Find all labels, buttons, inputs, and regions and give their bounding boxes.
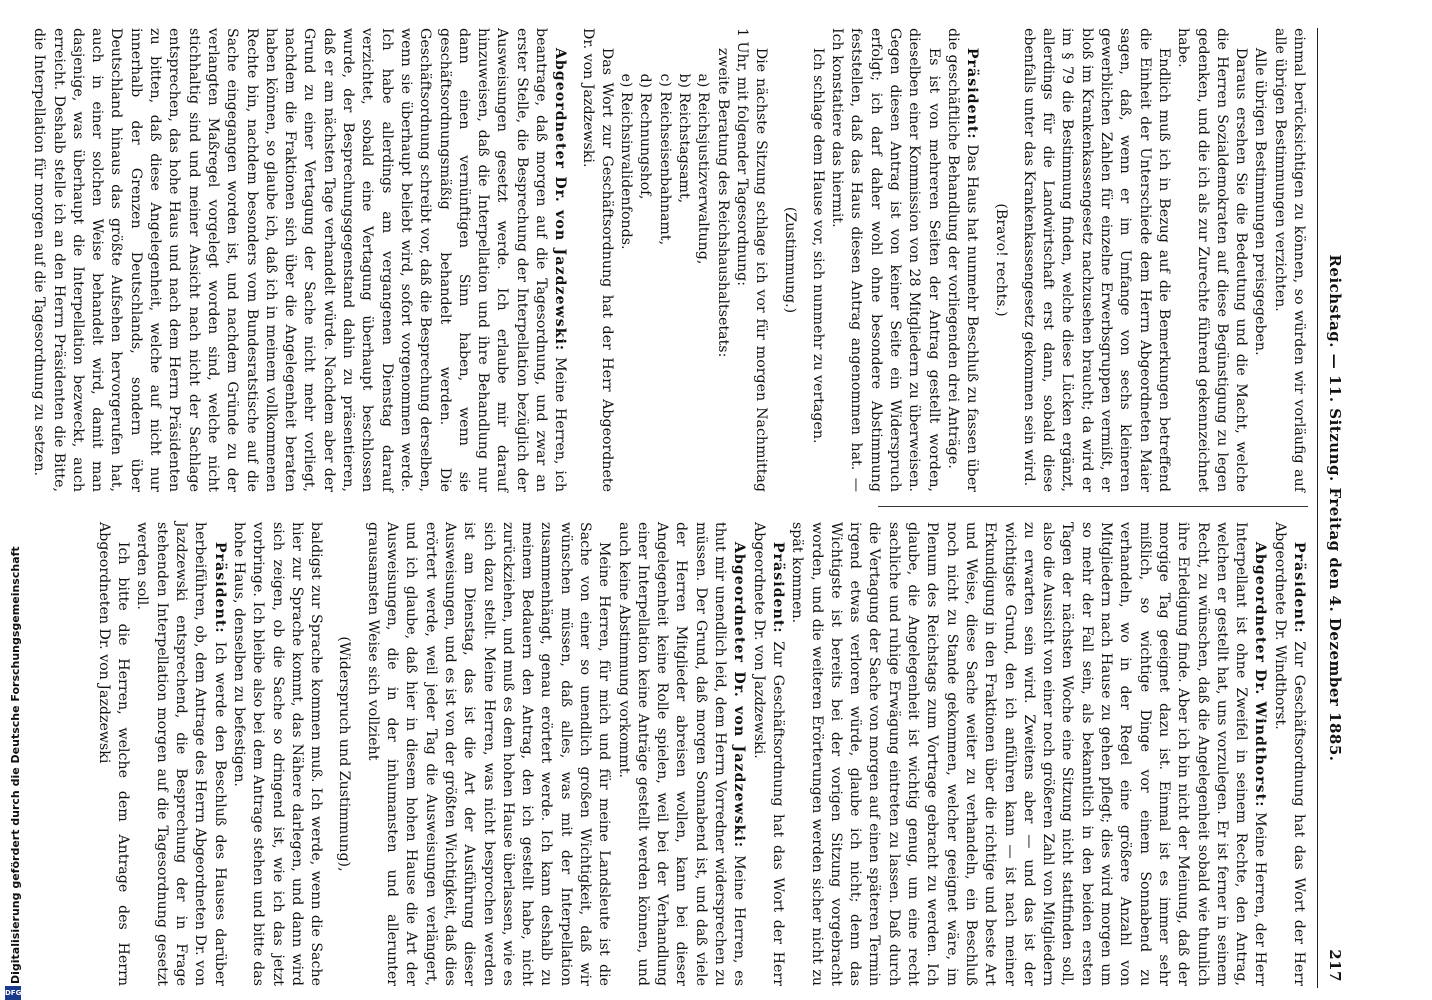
paragraph: [613, 522, 748, 986]
rotated-page: [31, 28, 1350, 988]
speaker-label: Abgeordneter Dr. Windthorst:: [1252, 541, 1269, 808]
paragraph: [748, 522, 787, 986]
speaker-label: Präsident:: [211, 541, 228, 634]
paragraph: Die nächste Sitzung schlage ich vor für morgen Nachmittag 1 Uhr, mit folgender Tagesordnung:: [733, 28, 770, 492]
page-header: [1316, 28, 1350, 988]
paragraph: Das Wort zur Geschäftsordnung hat der Herr Abgeordnete Dr. von Jazdzewski.: [579, 28, 615, 492]
paragraph: baldigst zur Sprache kommen muß. Ich werde, wenn die Sache hier zur Sprache kommt, das Nähere darlegen, und dann wird sich zeigen, ob die Sache so dringend ist, wie ich das jetzt vorbringe. Ich bleibe also bei dem Antrage stehen und bitte das hohe Haus, denselben zu befestigen.: [230, 522, 325, 986]
speech-text: Zur Geschäftsordnung hat das Wort der Herr Abgeordnete Dr. von Jazdzewski.: [750, 522, 786, 986]
paragraph: Endlich muß ich in Bezug auf die Bemerkungen betreffend die Einheit der Unterschiede dem Herrn Abgeordneten Maier sagen, daß, wenn er im Umfange von sechs kleineren gewerblichen Zahlen für einzelne Erwerbsgruppen vermißt, er bloß im Krankenkassengesetz nachzusehen braucht; da wird er im § 79 die Bestimmung finden, welche diese Lücken ergänzt, allerdings für die Landwirtschaft erst dann, sobald diese ebenfalls unter das Krankenkassengesetz gekommen sein wird.: [1020, 28, 1172, 492]
paragraph: Ich bitte die Herren, welche dem Antrage des Herrn Abgeordneten Dr. von Jazdzewski: [95, 522, 132, 986]
column-divider: [878, 506, 1308, 507]
paragraph: Alle übrigen Bestimmungen preisgegeben.: [1252, 47, 1269, 356]
list-item: c) Reichseisenbahnamt,: [656, 73, 673, 246]
list-item: d) Rechnungshof,: [637, 73, 654, 200]
paragraph: Meine Herren, für mich und für meine Landsleute ist die Sache von einer so unendlich großen Wichtigkeit, daß wir wünschen müssen, daß alles, was mit der Interpellation zusammenhängt, genau erörtert werde. Ich kann deshalb zu meinem Bedauern den Antrag, den ich gestellt habe, nicht zurückziehen, und muß es dem hohen Hause überlassen, wie es sich dazu stellt. Meine Herren, was nicht besprochen werden ist am Dienstag, das ist die Art der Ausführung dieser Ausweisungen, und es ist von der größten Wichtigkeit, daß dies erörtert werde, weil jeder Tag die Ausweisungen verlängert, und ich glaube, daß hier in diesem hohen Hause die Art der Ausweisungen, die in der inhumansten und allerunter grausamsten Weise sich vollzieht: [364, 522, 613, 986]
list-item: b) Reichstagsamt,: [676, 73, 693, 204]
running-title: Reichstag. — 11. Sitzung. Freitag den 4. Dezember 1885.: [1326, 254, 1344, 762]
list-item: e) Reichsinvalidenfonds.: [618, 73, 635, 250]
paragraph: zweite Beratung des Reichshaushaltsetats:: [714, 47, 731, 358]
paragraph: [132, 522, 228, 986]
left-column: [29, 28, 1308, 492]
paragraph: Daraus ersehen Sie die Bedeutung und die Macht, welche die Herren Sozialdemokraten auf diese Begünstigung zu legen gedenken, und die ich als zur Zurechte führend gekennzeichnet habe.: [1175, 28, 1250, 492]
speaker-label: Abgeordneter Dr. von Jazdzewski:: [552, 47, 569, 352]
speaker-label: Abgeordneter Dr. von Jazdzewski:: [731, 541, 748, 849]
paragraph: [787, 522, 1269, 986]
speaker-label: Präsident:: [769, 541, 786, 634]
speaker-label: Präsident:: [1291, 541, 1307, 634]
interjection: (Bravo! rechts.): [992, 203, 1009, 317]
speech-text: Meine Herren, ich beantrage, daß morgen auf die Tagesordnung, und zwar an erster Stelle, die Besprechung der Interpellation bezüglich der Ausweisungen gesetzt werde. Ich erlaube mir darauf hinzuweisen, daß die Interpellation und ihre Behandlung nur dann einen vernünftigen Sinn haben, wenn sie geschäftsordnungsmäßig behandelt werden. Die Geschäftsordnung schreibt vor, daß die Besprechung derselben, wenn sie überhaupt beliebt wird, sofort vorgenommen werde. Ich habe allerdings am vergangenen Dienstag darauf verzichtet, sobald eine Vertagung überhaupt beschlossen wurde, der Besprechungsgegenstand dahin zu präsentieren, daß er am nächsten Tage verhandelt würde. Nachdem aber der Grund zu einer Vertagung der Sache nicht mehr vorliegt, nachdem die Fraktionen sich über die Angelegenheit beraten haben können, so glaube ich, daß ich in meinem vollkommenen Rechte bin, nachdem besonders vom Bundesratstische auf die Sache eingegangen worden ist, und nachdem Gründe zu der verlangten Maßregel vorgelegt worden sind, welche nicht stichhaltig sind und meiner Ansicht nach nicht der Sachlage entsprechen, das hohe Haus und nach dem Herrn Präsidenten zu bitten, daß diese Angelegenheit, welche auf nicht nur innerhalb der Grenzen Deutschlands, sondern über Deutschland hinaus das größte Aufsehen hervorgerufen hat, auch in einer solchen Weise behandelt wird, damit man dasjenige, was überhaupt die Interpellation bezweckt, auch erreicht. Deshalb stelle ich an den Herrn Präsidenten die Bitte, die Interpellation für morgen auf die Tagesordnung zu setzen.: [31, 28, 569, 492]
interjection: (Zustimmung.): [781, 206, 798, 314]
list-item: a) Reichsjustizverwaltung,: [695, 73, 712, 265]
interjection: (Widerspruch und Zustimmung),: [336, 636, 353, 872]
paragraph: Es ist von mehreren Seiten der Antrag gestellt worden, dieselben einer Kommission von 28 Mitgliedern zu überweisen. Gegen diesen Antrag ist von keiner Seite ein Widerspruch erfolgt; ich darf daher wohl ohne besondere Abstimmung feststellen, daß das Haus diesen Antrag angenommen hat. — Ich konstatiere das hiermit.: [829, 28, 942, 492]
paragraph: [1269, 522, 1308, 986]
paragraph: einmal berücksichtigen zu können, so würden wir vorläufig auf alle übrigen Bestimmungen verzichten.: [1271, 28, 1307, 492]
speech-text: Ich werde den Beschluß des Hauses darüber herbeiführen, ob, dem Antrage des Herrn Abgeordneten Dr. von Jazdzewski entsprechend, die Besprechung der in Frage stehenden Interpellation morgen auf die Tagesordnung gesetzt werden soll.: [134, 522, 228, 986]
paragraph: [943, 28, 982, 492]
speech-text: Zur Geschäftsordnung hat das Wort der Herr Abgeordnete Dr. Windthorst.: [1271, 522, 1307, 986]
paragraph: [29, 28, 569, 492]
paragraph: Ich schlage dem Hause vor, sich nunmehr zu vertagen.: [809, 47, 826, 444]
dfg-logo: DFG: [5, 986, 21, 1000]
speaker-label: Präsident:: [964, 47, 981, 140]
digitization-footer: [2, 118, 26, 998]
funding-note: Digitalisierung gefördert durch die Deutsche Forschungsgemeinschaft: [9, 546, 22, 984]
header-rule: [1317, 28, 1318, 988]
page-number: 217: [1326, 949, 1344, 982]
speech-text: Meine Herren, der Herr Interpellant ist ohne Zweifel in seinem Rechte, den Antrag, welchen er gestellt hat, uns vorzulegen. Er ist ferner in seinem Recht, zu wünschen, daß die Angelegenheit sobald wie thunlich ihre Erledigung finde. Aber ich bin nicht der Meinung, daß der morgige Tag geeignet dazu ist. Einmal ist es immer sehr mißlich, so wichtige Dinge vor einem Sonnabend zu verhandeln, wo in der Regel eine größere Anzahl von Mitgliedern nach Hause zu gehen pflegt; dies wird morgen um so mehr der Fall sein, als bekanntlich in den beiden ersten Tagen der nächsten Woche eine Sitzung nicht stattfinden soll, also die Aussicht von einer noch größeren Zahl von Mitgliedern zu erwarten sein wird. Zweitens aber — und das ist der wichtigste Grund, den ich anführen kann — ist nach meiner Erkundigung in den Fraktionen über die richtige und beste Art und Weise, diese Sache weiter zu verhandeln, ein Beschluß noch nicht zu Stande gekommen, welcher geeignet wäre, im Plenum des Reichstags zum Vortrage gebracht zu werden. Ich glaube, die Angelegenheit ist wichtig genug, um eine recht sachliche und ruhige Erwägung eintreten zu lassen. Daß durch die Vertagung der Sache von morgen auf einen späteren Termin irgend etwas verloren würde, glaube ich nicht; denn das Wichtigste ist bereits bei der vorigen Sitzung vorgebracht worden, und die weiteren Erörterungen werden sicher nicht zu spät kommen.: [789, 522, 1269, 986]
right-column: [94, 522, 1308, 986]
speech-text: Meine Herren, es thut mir unendlich leid, dem Herrn Vorredner widersprechen zu müssen. Der Grund, daß morgen Sonnabend ist, und daß viele der Herren Mitglieder abreisen wollen, kann bei dieser Angelegenheit keine Rolle spielen, weil bei der Verhandlung einer Interpellation keine Anträge gestellt werden können, und auch keine Abstimmung vorkommt.: [615, 522, 748, 986]
speech-text: Das Haus hat nunmehr Beschluß zu fassen über die geschäftliche Behandlung der vorliegenden drei Anträge.: [944, 28, 981, 492]
